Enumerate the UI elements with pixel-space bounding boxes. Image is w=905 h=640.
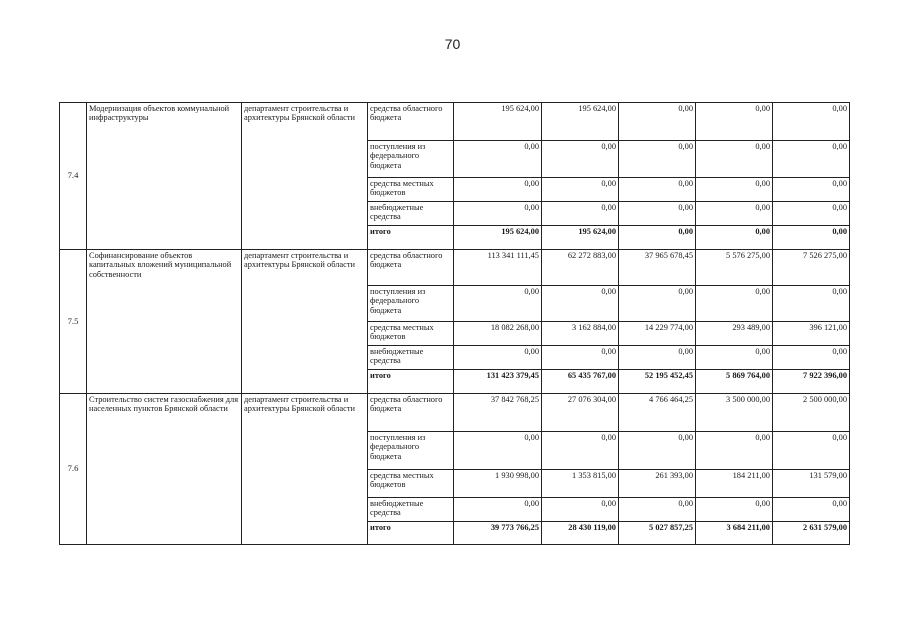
section-name: Строительство систем газоснабжения для населенных пунктов Брянской области bbox=[87, 394, 242, 545]
funding-source: поступления из федерального бюджета bbox=[368, 432, 454, 470]
funding-source: итого bbox=[368, 226, 454, 250]
amount-cell: 293 489,00 bbox=[696, 322, 773, 346]
amount-cell: 0,00 bbox=[619, 141, 696, 178]
amount-cell: 37 965 678,45 bbox=[619, 250, 696, 286]
amount-cell: 195 624,00 bbox=[542, 226, 619, 250]
table-row bbox=[60, 394, 850, 432]
amount-cell: 0,00 bbox=[619, 103, 696, 141]
amount-cell: 0,00 bbox=[542, 141, 619, 178]
funding-source: средства местных бюджетов bbox=[368, 470, 454, 498]
amount-cell: 0,00 bbox=[542, 498, 619, 522]
amount-cell: 0,00 bbox=[696, 432, 773, 470]
amount-cell: 7 526 275,00 bbox=[773, 250, 850, 286]
amount-cell: 0,00 bbox=[773, 178, 850, 202]
amount-cell: 5 027 857,25 bbox=[619, 522, 696, 545]
funding-source: внебюджетные средства bbox=[368, 202, 454, 226]
amount-cell: 0,00 bbox=[773, 286, 850, 322]
amount-cell: 0,00 bbox=[619, 178, 696, 202]
section-department: департамент строительства и архитектуры Брянской области bbox=[242, 103, 368, 250]
budget-table bbox=[59, 102, 850, 545]
amount-cell: 5 869 764,00 bbox=[696, 370, 773, 394]
amount-cell: 396 121,00 bbox=[773, 322, 850, 346]
amount-cell: 0,00 bbox=[619, 286, 696, 322]
amount-cell: 184 211,00 bbox=[696, 470, 773, 498]
funding-source: поступления из федерального бюджета bbox=[368, 141, 454, 178]
amount-cell: 0,00 bbox=[542, 178, 619, 202]
section-name: Софинансирование объектов капитальных вложений муниципальной собственности bbox=[87, 250, 242, 394]
amount-cell: 0,00 bbox=[773, 202, 850, 226]
amount-cell: 2 500 000,00 bbox=[773, 394, 850, 432]
funding-source: средства местных бюджетов bbox=[368, 322, 454, 346]
amount-cell: 0,00 bbox=[619, 432, 696, 470]
amount-cell: 0,00 bbox=[454, 346, 542, 370]
funding-source: поступления из федерального бюджета bbox=[368, 286, 454, 322]
amount-cell: 0,00 bbox=[773, 103, 850, 141]
amount-cell: 1 930 998,00 bbox=[454, 470, 542, 498]
amount-cell: 0,00 bbox=[454, 498, 542, 522]
amount-cell: 27 076 304,00 bbox=[542, 394, 619, 432]
amount-cell: 0,00 bbox=[542, 432, 619, 470]
amount-cell: 131 579,00 bbox=[773, 470, 850, 498]
amount-cell: 0,00 bbox=[619, 202, 696, 226]
amount-cell: 28 430 119,00 bbox=[542, 522, 619, 545]
amount-cell: 4 766 464,25 bbox=[619, 394, 696, 432]
amount-cell: 0,00 bbox=[696, 346, 773, 370]
amount-cell: 3 684 211,00 bbox=[696, 522, 773, 545]
amount-cell: 195 624,00 bbox=[542, 103, 619, 141]
amount-cell: 0,00 bbox=[773, 346, 850, 370]
amount-cell: 0,00 bbox=[542, 286, 619, 322]
amount-cell: 52 195 452,45 bbox=[619, 370, 696, 394]
amount-cell: 0,00 bbox=[696, 498, 773, 522]
funding-source: внебюджетные средства bbox=[368, 346, 454, 370]
amount-cell: 0,00 bbox=[773, 498, 850, 522]
amount-cell: 5 576 275,00 bbox=[696, 250, 773, 286]
amount-cell: 0,00 bbox=[454, 202, 542, 226]
amount-cell: 0,00 bbox=[696, 286, 773, 322]
funding-source: средства областного бюджета bbox=[368, 250, 454, 286]
amount-cell: 62 272 883,00 bbox=[542, 250, 619, 286]
amount-cell: 3 162 884,00 bbox=[542, 322, 619, 346]
table-row bbox=[60, 250, 850, 286]
page-number: 70 bbox=[444, 36, 461, 52]
section-department: департамент строительства и архитектуры Брянской области bbox=[242, 250, 368, 394]
funding-source: итого bbox=[368, 522, 454, 545]
amount-cell: 0,00 bbox=[454, 286, 542, 322]
amount-cell: 0,00 bbox=[773, 141, 850, 178]
amount-cell: 0,00 bbox=[696, 103, 773, 141]
amount-cell: 18 082 268,00 bbox=[454, 322, 542, 346]
section-department: департамент строительства и архитектуры Брянской области bbox=[242, 394, 368, 545]
amount-cell: 0,00 bbox=[696, 202, 773, 226]
amount-cell: 14 229 774,00 bbox=[619, 322, 696, 346]
amount-cell: 0,00 bbox=[696, 178, 773, 202]
amount-cell: 0,00 bbox=[454, 178, 542, 202]
amount-cell: 7 922 396,00 bbox=[773, 370, 850, 394]
amount-cell: 0,00 bbox=[696, 141, 773, 178]
section-number: 7.4 bbox=[60, 103, 87, 250]
amount-cell: 2 631 579,00 bbox=[773, 522, 850, 545]
section-number: 7.6 bbox=[60, 394, 87, 545]
section-name: Модернизация объектов коммунальной инфраструктуры bbox=[87, 103, 242, 250]
amount-cell: 3 500 000,00 bbox=[696, 394, 773, 432]
amount-cell: 0,00 bbox=[619, 498, 696, 522]
amount-cell: 261 393,00 bbox=[619, 470, 696, 498]
amount-cell: 113 341 111,45 bbox=[454, 250, 542, 286]
amount-cell: 131 423 379,45 bbox=[454, 370, 542, 394]
amount-cell: 195 624,00 bbox=[454, 226, 542, 250]
table-row bbox=[60, 103, 850, 141]
amount-cell: 0,00 bbox=[696, 226, 773, 250]
amount-cell: 39 773 766,25 bbox=[454, 522, 542, 545]
amount-cell: 65 435 767,00 bbox=[542, 370, 619, 394]
funding-source: итого bbox=[368, 370, 454, 394]
funding-source: средства областного бюджета bbox=[368, 103, 454, 141]
amount-cell: 0,00 bbox=[454, 141, 542, 178]
amount-cell: 0,00 bbox=[773, 432, 850, 470]
budget-table-body bbox=[60, 103, 850, 545]
amount-cell: 0,00 bbox=[454, 432, 542, 470]
funding-source: средства местных бюджетов bbox=[368, 178, 454, 202]
amount-cell: 0,00 bbox=[542, 346, 619, 370]
amount-cell: 1 353 815,00 bbox=[542, 470, 619, 498]
amount-cell: 0,00 bbox=[619, 346, 696, 370]
section-number: 7.5 bbox=[60, 250, 87, 394]
funding-source: средства областного бюджета bbox=[368, 394, 454, 432]
amount-cell: 0,00 bbox=[542, 202, 619, 226]
funding-source: внебюджетные средства bbox=[368, 498, 454, 522]
amount-cell: 37 842 768,25 bbox=[454, 394, 542, 432]
amount-cell: 0,00 bbox=[619, 226, 696, 250]
amount-cell: 0,00 bbox=[773, 226, 850, 250]
amount-cell: 195 624,00 bbox=[454, 103, 542, 141]
